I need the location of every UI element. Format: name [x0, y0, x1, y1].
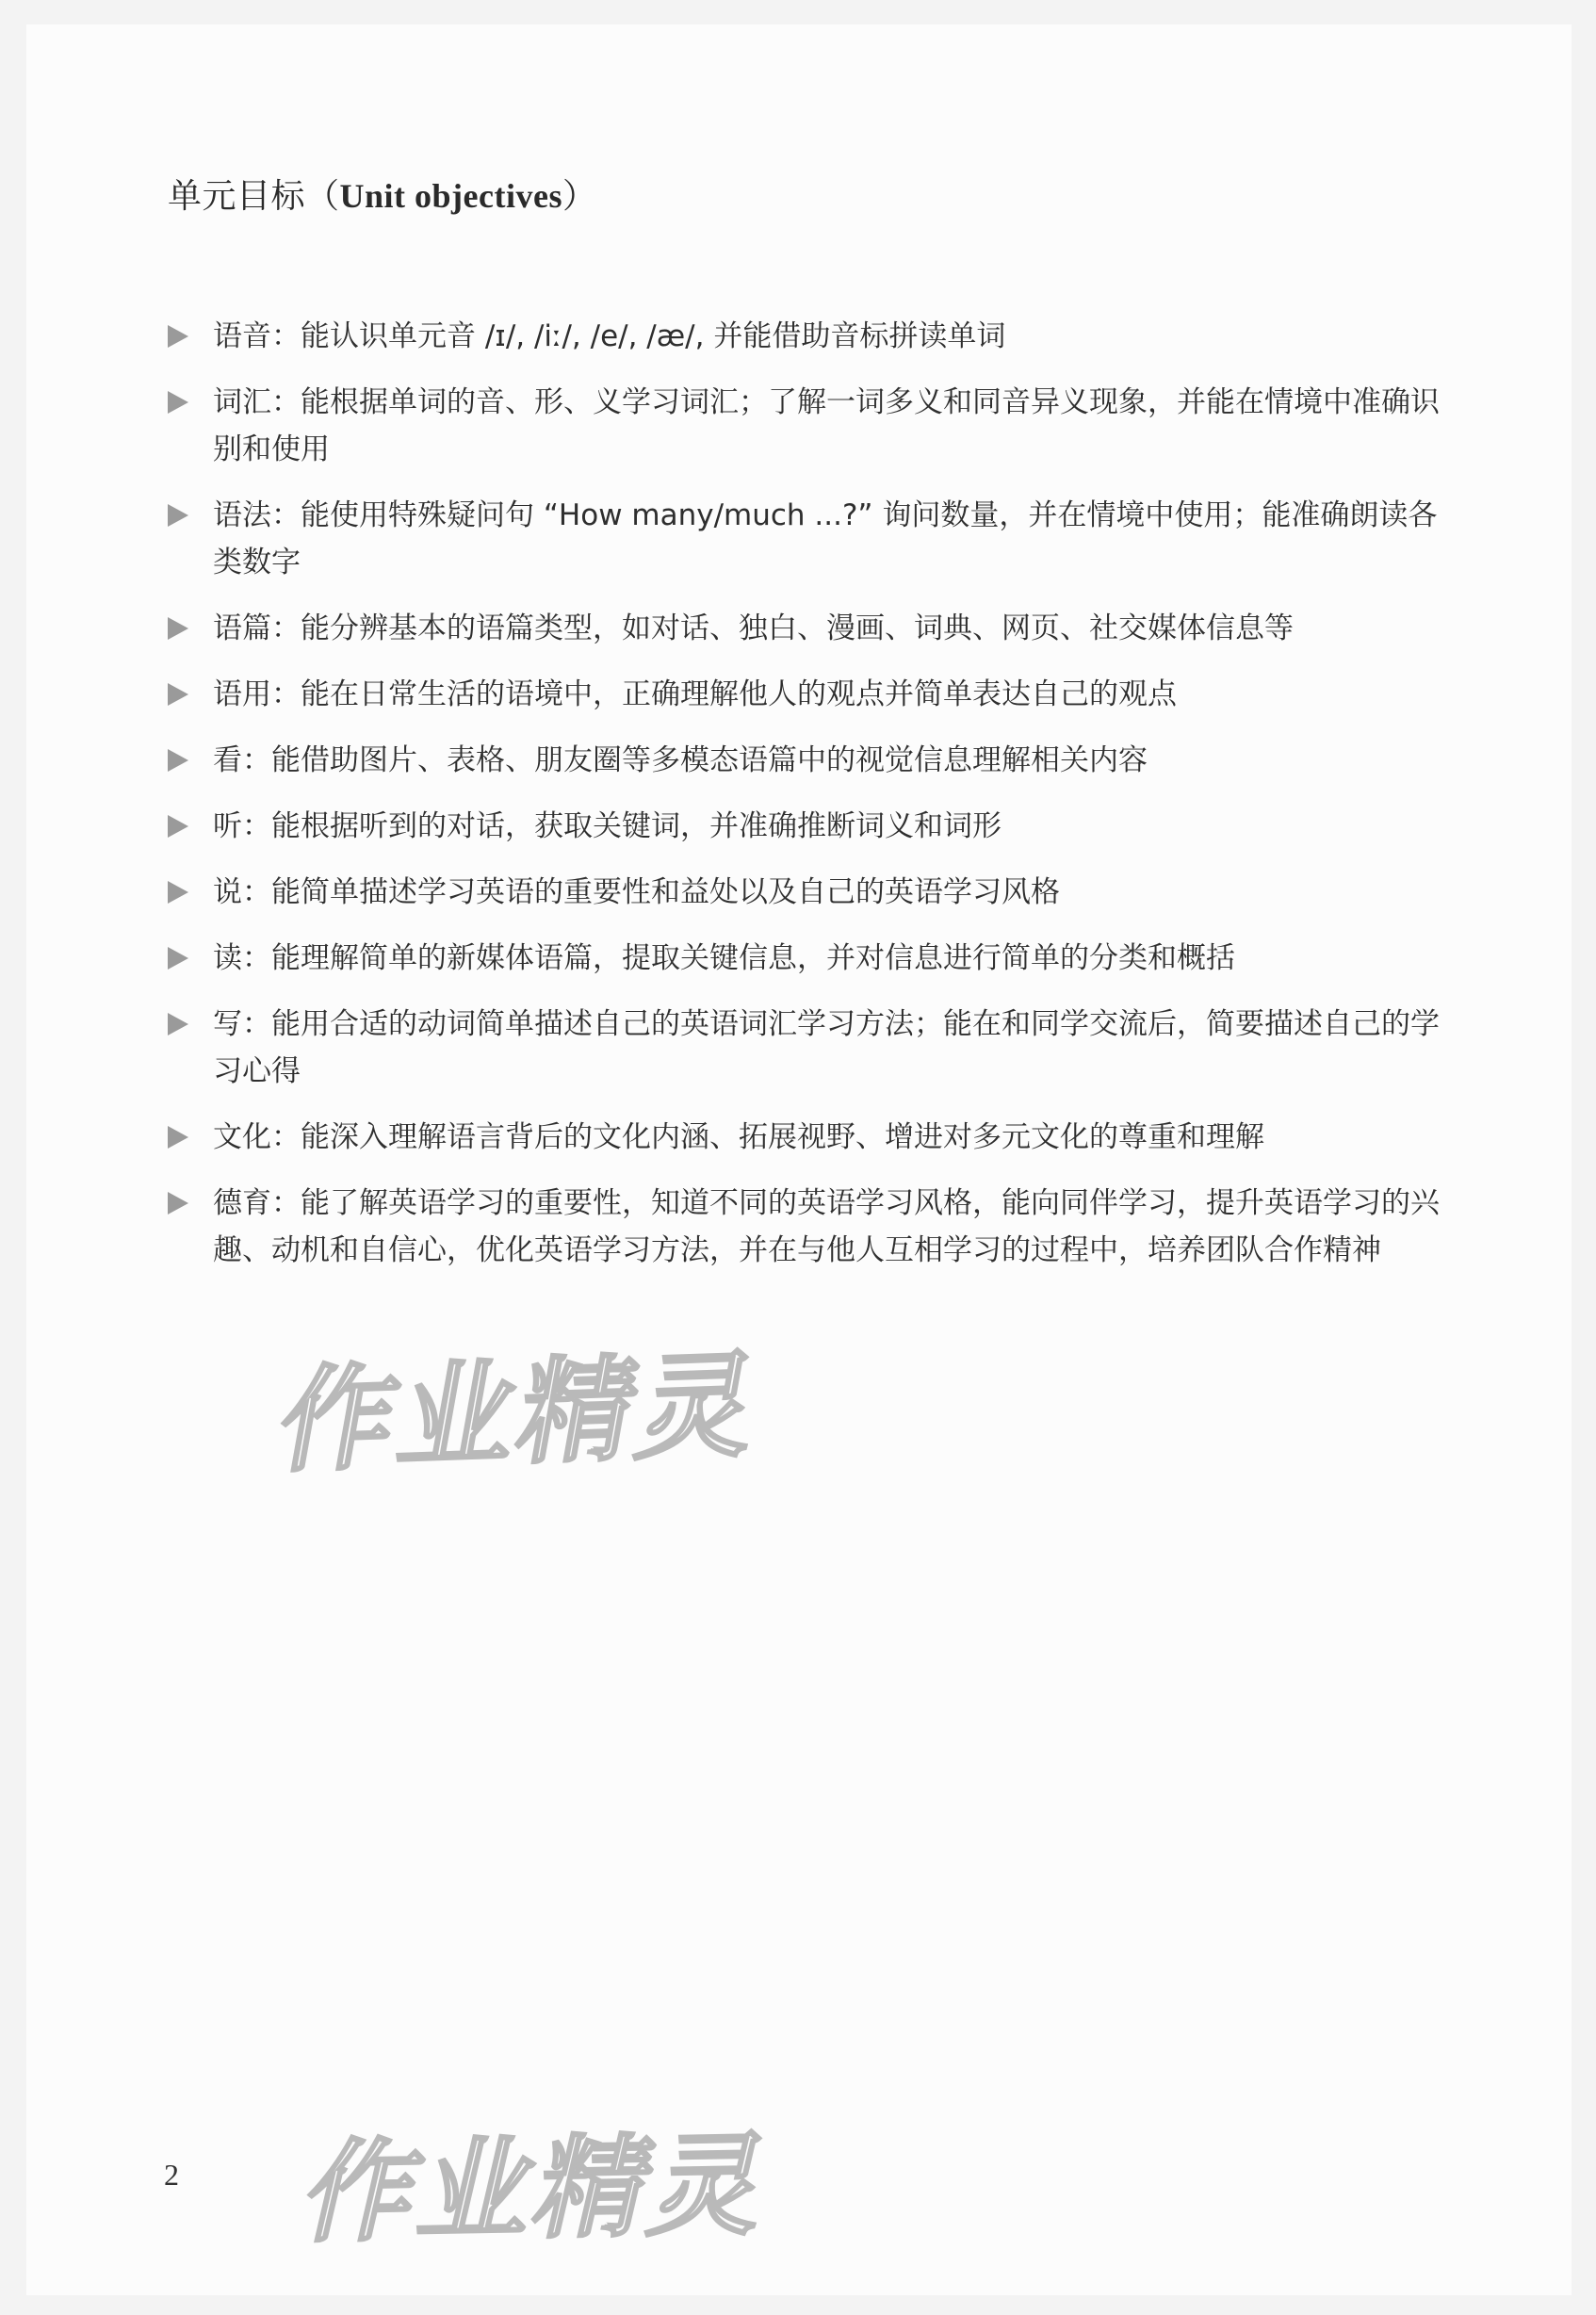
heading-close: ）	[562, 177, 597, 216]
objective-text: 能分辨基本的语篇类型，如对话、独白、漫画、词典、网页、社交媒体信息等	[301, 611, 1294, 645]
objective-label: 语篇：	[213, 611, 301, 645]
objective-item	[166, 803, 1457, 850]
objective-text: 能用合适的动词简单描述自己的英语词汇学习方法；能在和同学交流后，简要描述自己的学习心得	[213, 1007, 1440, 1088]
objectives-list	[166, 313, 1457, 1293]
objective-label: 文化：	[213, 1120, 301, 1154]
objective-label: 语法：	[213, 498, 301, 532]
triangle-bullet-icon	[168, 1126, 188, 1149]
objective-item	[166, 869, 1457, 916]
objective-item	[166, 1114, 1457, 1161]
objective-text: 能了解英语学习的重要性，知道不同的英语学习风格，能向同伴学习，提升英语学习的兴趣、动机和自信心，优化英语学习方法，并在与他人互相学习的过程中，培养团队合作精神	[213, 1186, 1440, 1267]
objective-label: 听：	[213, 809, 271, 843]
objective-label: 说：	[213, 875, 271, 909]
triangle-bullet-icon	[168, 1192, 188, 1215]
objective-text: 能简单描述学习英语的重要性和益处以及自己的英语学习风格	[271, 875, 1060, 909]
objective-text: 能根据听到的对话，获取关键词，并准确推断词义和词形	[271, 809, 1002, 843]
objective-text: 能认识单元音 /ɪ/, /iː/, /e/, /æ/, 并能借助音标拼读单词	[301, 319, 1006, 353]
triangle-bullet-icon	[168, 325, 188, 348]
triangle-bullet-icon	[168, 749, 188, 772]
triangle-bullet-icon	[168, 683, 188, 706]
triangle-bullet-icon	[168, 504, 188, 527]
objective-item	[166, 671, 1457, 718]
objective-item	[166, 935, 1457, 982]
triangle-bullet-icon	[168, 1013, 188, 1035]
objective-item	[166, 1180, 1457, 1274]
watermark-logo: 作业精灵	[292, 2119, 785, 2258]
triangle-bullet-icon	[168, 947, 188, 970]
objective-text: 能在日常生活的语境中，正确理解他人的观点并简单表达自己的观点	[301, 677, 1177, 711]
page-number: 2	[164, 2158, 179, 2192]
objective-item	[166, 492, 1457, 586]
objective-label: 语用：	[213, 677, 301, 711]
objective-label: 德育：	[213, 1186, 301, 1220]
watermark-logo: 作业精灵	[269, 1338, 772, 1489]
objective-text: 能深入理解语言背后的文化内涵、拓展视野、增进对多元文化的尊重和理解	[301, 1120, 1264, 1154]
objective-item	[166, 1001, 1457, 1095]
objective-label: 词汇：	[213, 385, 301, 419]
triangle-bullet-icon	[168, 391, 188, 414]
heading-en: Unit objectives	[339, 177, 562, 215]
triangle-bullet-icon	[168, 617, 188, 640]
heading-zh: 单元目标（	[168, 177, 340, 216]
objective-label: 写：	[213, 1007, 271, 1041]
objective-item	[166, 379, 1457, 473]
objective-item	[166, 737, 1457, 784]
objective-item	[166, 605, 1457, 652]
objective-text: 能理解简单的新媒体语篇，提取关键信息，并对信息进行简单的分类和概括	[271, 941, 1235, 975]
triangle-bullet-icon	[168, 881, 188, 904]
objective-text: 能使用特殊疑问句 “How many/much ...?” 询问数量，并在情境中使用；能准确朗读各类数字	[213, 498, 1438, 579]
unit-objectives-heading	[168, 170, 597, 218]
objective-label: 语音：	[213, 319, 301, 353]
objective-label: 看：	[213, 743, 271, 777]
objective-label: 读：	[213, 941, 271, 975]
objective-text: 能根据单词的音、形、义学习词汇；了解一词多义和同音异义现象，并能在情境中准确识别和使用	[213, 385, 1440, 466]
objective-text: 能借助图片、表格、朋友圈等多模态语篇中的视觉信息理解相关内容	[271, 743, 1148, 777]
triangle-bullet-icon	[168, 815, 188, 838]
objective-item	[166, 313, 1457, 360]
